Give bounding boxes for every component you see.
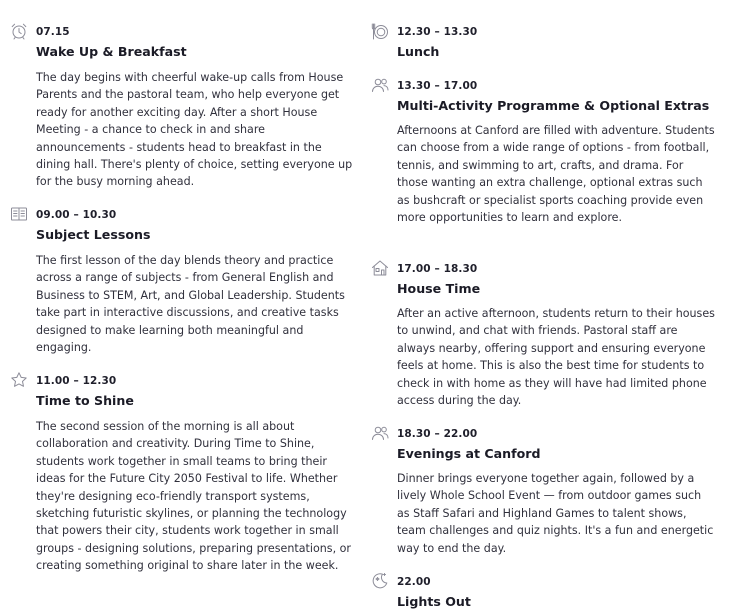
entry-time: 22.00 <box>397 576 431 588</box>
schedule-entry-wake-up <box>10 22 355 189</box>
schedule-entry-house-time <box>371 259 716 408</box>
entry-description: The first lesson of the day blends theory and practice across a range of subjects - from General English and Business to STEM, Art, and Global Leadership. Students take part in interactive discussions, and creative tasks designed to make learning both meaningful and engaging. <box>36 254 345 355</box>
entry-time: 12.30 – 13.30 <box>397 26 478 38</box>
group-icon <box>371 76 389 94</box>
entry-title: Lights Out <box>397 594 471 609</box>
schedule-entry-multi-activity <box>371 76 716 225</box>
open-book-icon <box>10 205 28 223</box>
entry-title: Wake Up & Breakfast <box>36 44 187 59</box>
entry-title: Time to Shine <box>36 393 134 408</box>
moon-stars-icon <box>371 572 389 590</box>
entry-title: Lunch <box>397 44 440 59</box>
entry-time: 09.00 – 10.30 <box>36 209 117 221</box>
entry-description: Dinner brings everyone together again, followed by a lively Whole School Event — from outdoor games such as Staff Safari and Highland Games to talent shows, team challenges and quiz nights. It's a fun and energetic way to end the day. <box>397 472 714 555</box>
house-icon <box>371 259 389 277</box>
entry-description: Afternoons at Canford are filled with adventure. Students can choose from a wide range of options - from football, tennis, and swimming to art, crafts, and drama. For those wanting an extra challenge, optional extras such as bushcraft or specialist sports coaching provide even more opportunities to learn and explore. <box>397 124 715 225</box>
star-icon <box>10 371 28 389</box>
group-icon <box>371 424 389 442</box>
entry-description: The day begins with cheerful wake-up calls from House Parents and the pastoral team, who help everyone get ready for another exciting day. After a short House Meeting - a chance to check in and share announcements - students head to breakfast in the dining hall. There's plenty of choice, setting everyone up for the busy morning ahead. <box>36 71 353 189</box>
entry-time: 18.30 – 22.00 <box>397 428 478 440</box>
entry-description: After an active afternoon, students return to their houses to unwind, and chat with friends. Pastoral staff are always nearby, offering support and ensuring everyone feels at home. This is also the best time for students to check in with home as they will have had limited phone access during the day. <box>397 307 715 408</box>
schedule-entry-lights-out <box>371 572 716 609</box>
alarm-clock-icon <box>10 22 28 40</box>
entry-title: House Time <box>397 281 481 296</box>
entry-title: Evenings at Canford <box>397 446 541 461</box>
entry-time: 13.30 – 17.00 <box>397 80 478 92</box>
entry-title: Multi-Activity Programme & Optional Extras <box>397 98 710 113</box>
schedule-entry-lunch <box>371 22 716 59</box>
schedule-entry-evenings <box>371 424 716 555</box>
entry-title: Subject Lessons <box>36 227 151 242</box>
entry-time: 17.00 – 18.30 <box>397 263 478 275</box>
entry-time: 11.00 – 12.30 <box>36 375 117 387</box>
entry-time: 07.15 <box>36 26 70 38</box>
entry-description: The second session of the morning is all about collaboration and creativity. During Time to Shine, students work together in small teams to bring their ideas for the Future City 2050 Festival to life. Whether they're designing eco-friendly transport systems, sketching futuristic skylines, or planning the technology that powers their city, students work together in small groups - designing solutions, preparing presentations, or creating something original to share later in the week. <box>36 420 351 573</box>
plate-cutlery-icon <box>371 22 389 40</box>
schedule-entry-time-to-shine <box>10 371 355 573</box>
schedule-entry-subject-lessons <box>10 205 355 355</box>
